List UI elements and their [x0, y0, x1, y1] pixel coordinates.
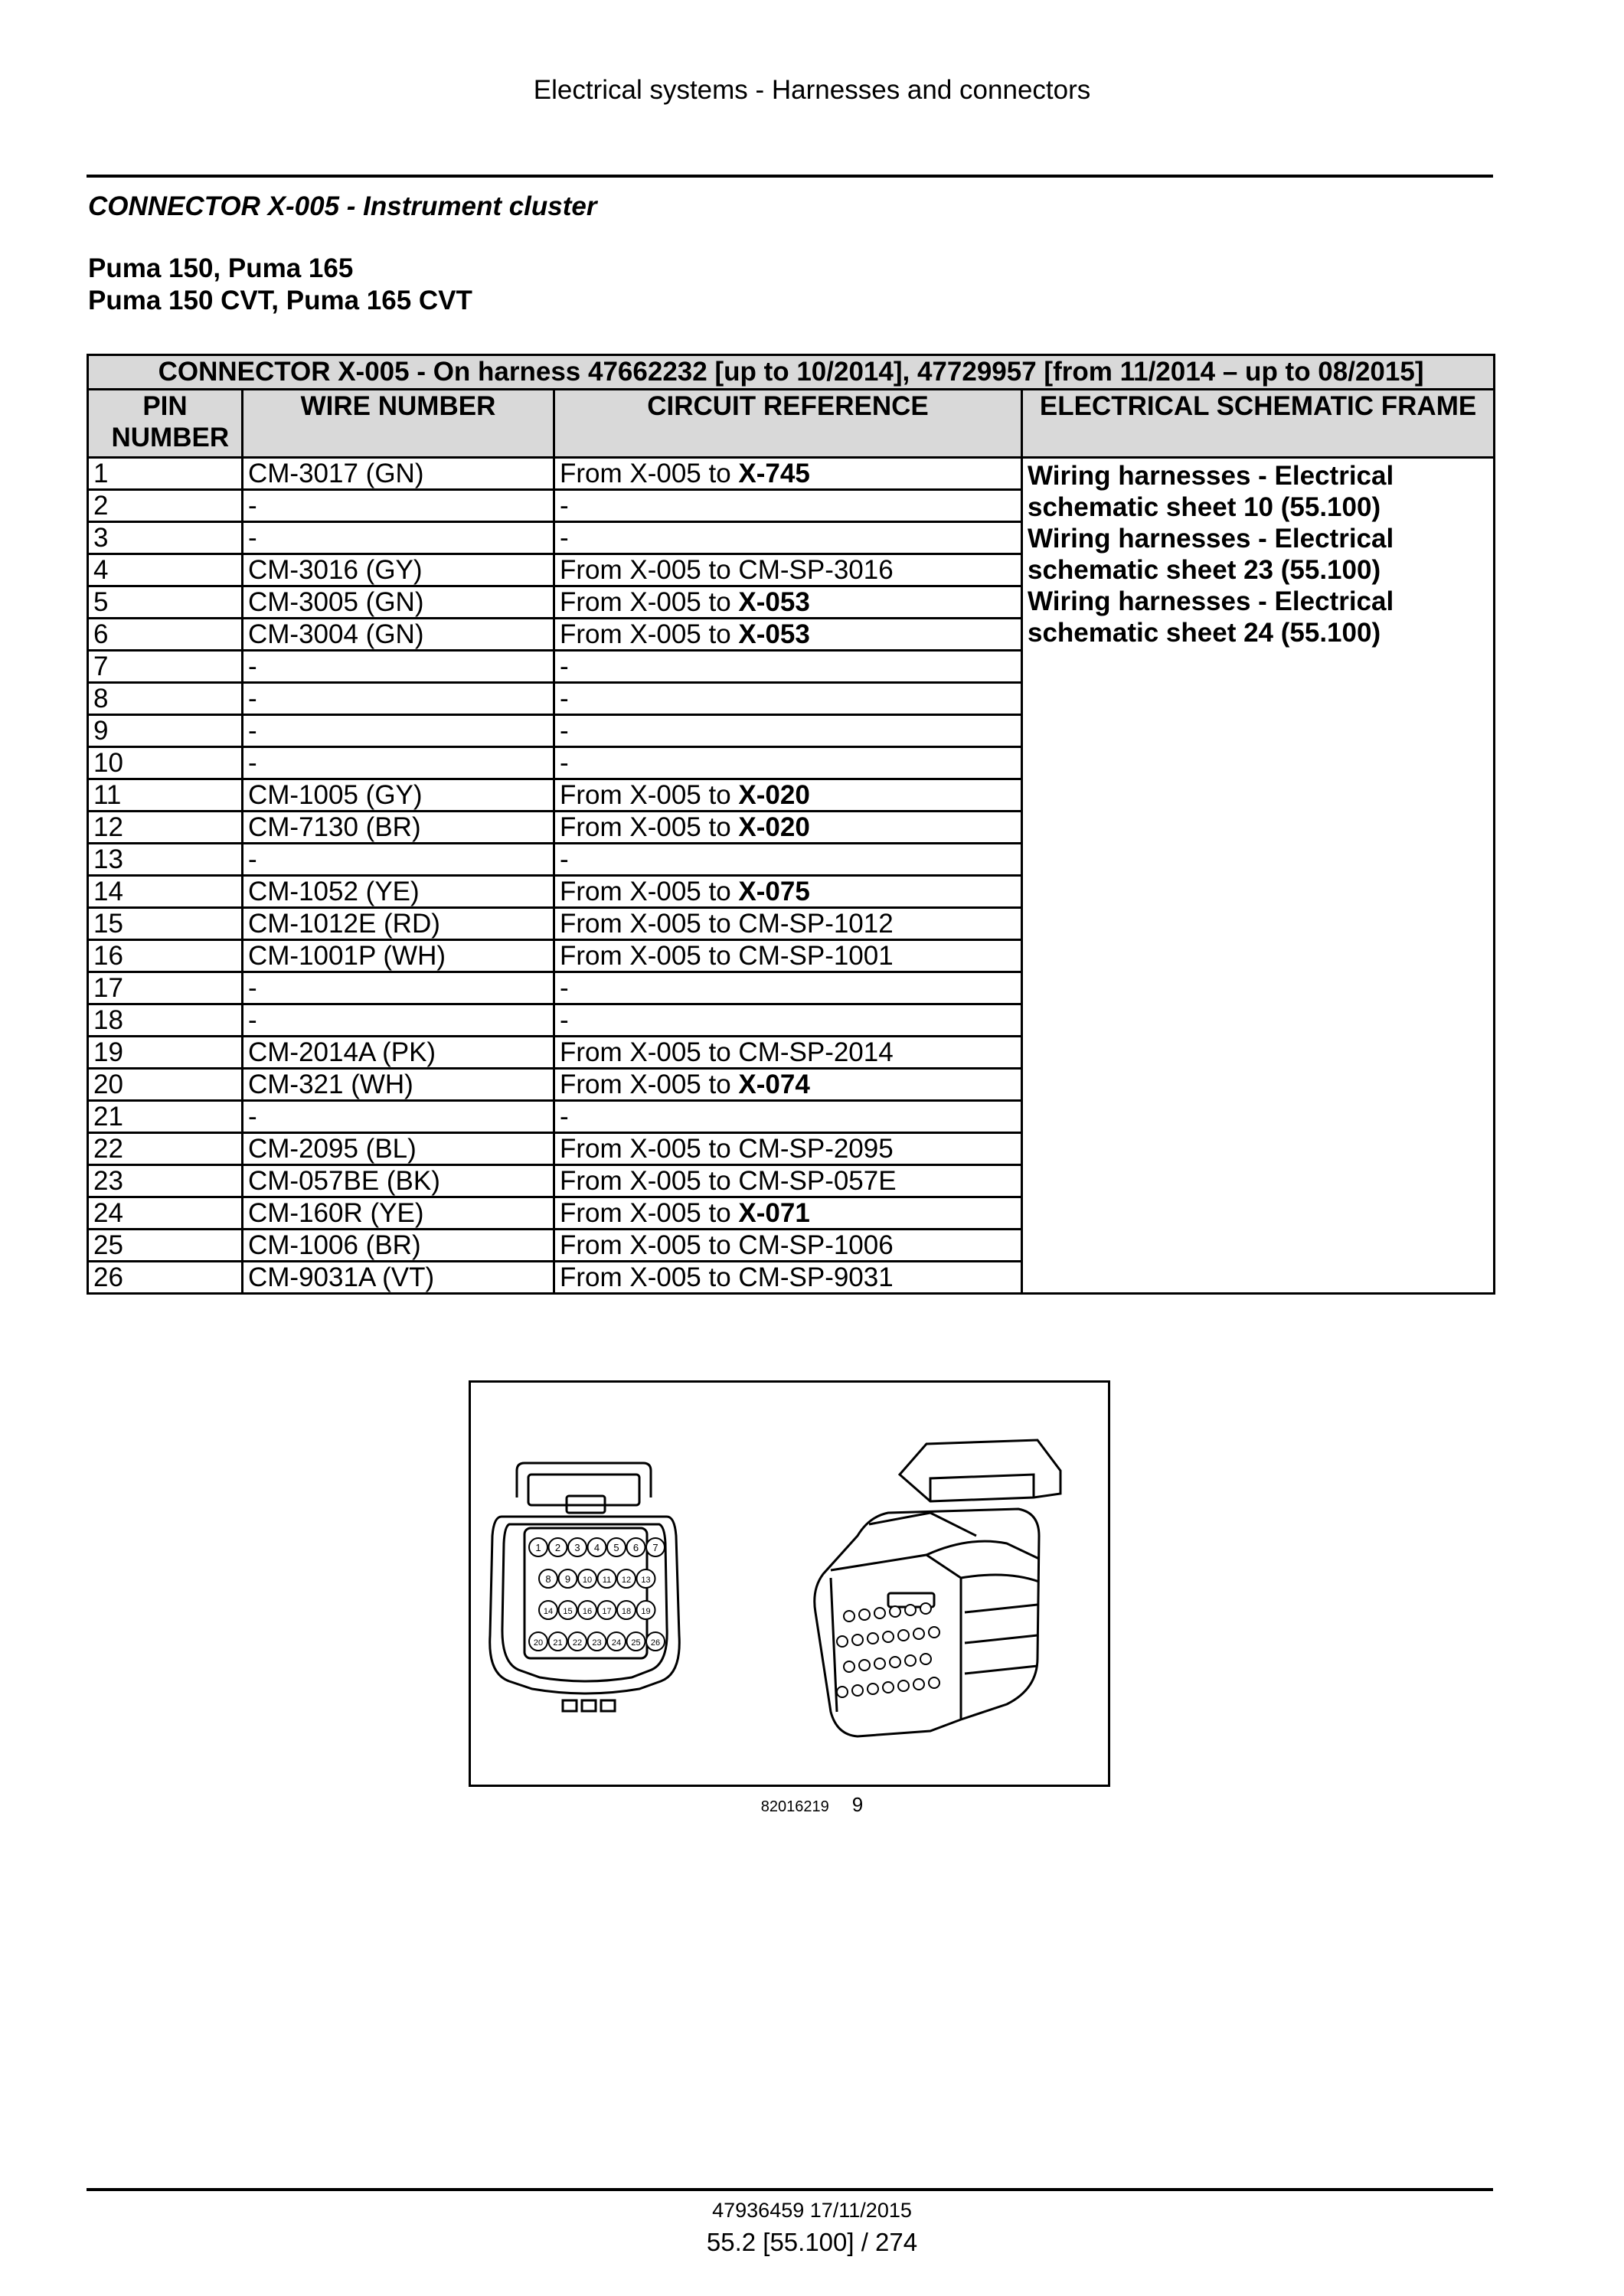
pin-label: 12: [621, 1576, 632, 1585]
pin-number-cell: 17: [88, 972, 243, 1004]
circuit-reference-cell: [554, 651, 1022, 683]
schematic-frame-line: schematic sheet 10 (55.100): [1028, 492, 1381, 522]
perspective-pin-hole: [883, 1682, 894, 1693]
model-list: [88, 253, 472, 317]
wire-number-cell: CM-3016 (GY): [243, 554, 554, 586]
pin-number-cell: 2: [88, 490, 243, 522]
perspective-pin-hole: [868, 1684, 878, 1694]
wire-number-cell: CM-2095 (BL): [243, 1133, 554, 1165]
connector-perspective: [815, 1440, 1060, 1736]
figure-caption: [0, 1793, 1624, 1817]
perspective-pin-hole: [913, 1679, 924, 1690]
perspective-pin-hole: [929, 1627, 939, 1638]
wire-number-cell: CM-7130 (BR): [243, 812, 554, 844]
pin-label: 5: [613, 1542, 619, 1553]
perspective-pin-hole: [920, 1654, 931, 1664]
pin-number-cell: 19: [88, 1037, 243, 1069]
circuit-reference-cell: [554, 586, 1022, 619]
circuit-text: From X-005 to: [560, 459, 739, 488]
circuit-text: From X-005 to: [560, 619, 739, 649]
perspective-pin-hole: [837, 1687, 848, 1697]
circuit-text: -: [560, 1005, 569, 1035]
wire-number-cell: CM-1052 (YE): [243, 876, 554, 908]
wire-number-cell: CM-3005 (GN): [243, 586, 554, 619]
pin-label: 13: [641, 1576, 651, 1585]
wire-number-cell: -: [243, 683, 554, 715]
perspective-pin-hole: [929, 1677, 939, 1688]
connector-reference: X-020: [738, 812, 810, 842]
wire-number-cell: CM-1012E (RD): [243, 908, 554, 940]
pin-number-cell: 10: [88, 747, 243, 779]
pin-label: 19: [641, 1607, 651, 1616]
circuit-text: -: [560, 652, 569, 681]
pin-number-cell: 24: [88, 1197, 243, 1230]
column-header-pin: PIN NUMBER: [88, 390, 243, 458]
circuit-text: -: [560, 844, 569, 874]
perspective-pin-hole: [920, 1603, 931, 1614]
perspective-pin-hole: [852, 1685, 863, 1696]
latch-inner: [528, 1475, 639, 1505]
circuit-text: -: [560, 748, 569, 778]
pin-number-cell: 5: [88, 586, 243, 619]
circuit-reference-cell: [554, 812, 1022, 844]
pin-label: 11: [602, 1576, 612, 1585]
page-header-title: Electrical systems - Harnesses and connectors: [533, 75, 1091, 105]
pin-label: 25: [631, 1638, 641, 1648]
connector-figure: [469, 1380, 1110, 1787]
pin-number-cell: 20: [88, 1069, 243, 1101]
perspective-pin-hole: [837, 1636, 848, 1647]
connector-reference: X-020: [738, 780, 810, 810]
connector-reference: X-075: [738, 877, 810, 906]
perspective-pin-hole: [852, 1635, 863, 1645]
circuit-reference-cell: [554, 1165, 1022, 1197]
pin-number-cell: 15: [88, 908, 243, 940]
connector-reference: X-745: [738, 459, 810, 488]
circuit-text: From X-005 to CM-SP-2014: [560, 1037, 894, 1067]
pin-label: 23: [592, 1638, 602, 1648]
figure-number: 9: [851, 1793, 864, 1816]
circuit-text: From X-005 to: [560, 1070, 739, 1099]
column-header-wire: WIRE NUMBER: [243, 390, 554, 458]
circuit-text: From X-005 to CM-SP-1001: [560, 941, 894, 971]
circuit-text: From X-005 to: [560, 812, 739, 842]
figure-image-id: 82016219: [760, 1798, 829, 1815]
schematic-frame-cell: [1022, 458, 1495, 1294]
circuit-text: From X-005 to CM-SP-3016: [560, 555, 894, 585]
wire-number-cell: CM-3004 (GN): [243, 619, 554, 651]
circuit-text: -: [560, 973, 569, 1003]
model-line: Puma 150 CVT, Puma 165 CVT: [88, 286, 472, 315]
perspective-pin-hole: [905, 1605, 916, 1615]
pin-number-cell: 4: [88, 554, 243, 586]
connector-illustration: [471, 1383, 1108, 1785]
wire-number-cell: CM-160R (YE): [243, 1197, 554, 1230]
wire-number-cell: -: [243, 490, 554, 522]
pin-label: 2: [554, 1542, 561, 1553]
wire-number-cell: -: [243, 651, 554, 683]
connector-reference: X-074: [738, 1070, 810, 1099]
circuit-reference-cell: [554, 1133, 1022, 1165]
wire-number-cell: -: [243, 844, 554, 876]
circuit-text: From X-005 to CM-SP-1006: [560, 1230, 894, 1260]
wire-number-cell: CM-321 (WH): [243, 1069, 554, 1101]
perspective-pin-hole: [874, 1658, 885, 1669]
schematic-frame-line: Wiring harnesses - Electrical: [1028, 524, 1394, 554]
circuit-text: From X-005 to CM-SP-057E: [560, 1166, 897, 1196]
circuit-reference-cell: [554, 1101, 1022, 1133]
circuit-reference-cell: [554, 683, 1022, 715]
pin-label: 16: [582, 1607, 593, 1616]
pin-label: 4: [593, 1542, 600, 1553]
perspective-pin-hole: [859, 1660, 870, 1671]
pin-number-cell: 26: [88, 1262, 243, 1294]
circuit-reference-cell: [554, 972, 1022, 1004]
schematic-frame-line: schematic sheet 24 (55.100): [1028, 618, 1381, 648]
perspective-pin-hole: [844, 1661, 854, 1672]
circuit-reference-cell: [554, 1069, 1022, 1101]
pin-number-cell: 13: [88, 844, 243, 876]
pin-label: 8: [545, 1573, 551, 1585]
circuit-text: From X-005 to: [560, 1198, 739, 1228]
circuit-reference-cell: [554, 458, 1022, 490]
table-title: CONNECTOR X-005 - On harness 47662232 [up to 10/2014], 47729957 [from 11/2014 – up to 08/2015]: [88, 355, 1495, 390]
wire-number-cell: CM-3017 (GN): [243, 458, 554, 490]
wire-number-cell: CM-1006 (BR): [243, 1230, 554, 1262]
model-line: Puma 150, Puma 165: [88, 253, 354, 283]
column-header-frame: ELECTRICAL SCHEMATIC FRAME: [1022, 390, 1495, 458]
pin-number-cell: 8: [88, 683, 243, 715]
wire-number-cell: -: [243, 715, 554, 747]
circuit-text: From X-005 to CM-SP-1012: [560, 909, 894, 939]
pin-label: 14: [543, 1607, 554, 1616]
pin-label: 10: [582, 1576, 593, 1585]
pin-number-cell: 1: [88, 458, 243, 490]
pin-number-cell: 16: [88, 940, 243, 972]
pin-label: 26: [650, 1638, 661, 1648]
circuit-text: From X-005 to CM-SP-9031: [560, 1262, 894, 1292]
pin-number-cell: 23: [88, 1165, 243, 1197]
connector-reference: X-053: [738, 619, 810, 649]
pin-number-cell: 12: [88, 812, 243, 844]
perspective-pin-hole: [913, 1628, 924, 1639]
pin-label: 20: [533, 1638, 544, 1648]
pin-label: 9: [564, 1573, 571, 1585]
document-id: 47936459 17/11/2015: [712, 2199, 912, 2222]
perspective-pin-hole: [898, 1630, 909, 1641]
circuit-reference-cell: [554, 554, 1022, 586]
column-header-circuit: CIRCUIT REFERENCE: [554, 390, 1022, 458]
pin-label: 3: [574, 1542, 580, 1553]
footer-divider: [87, 2188, 1493, 2191]
connector-reference: X-053: [738, 587, 810, 617]
circuit-text: -: [560, 684, 569, 714]
circuit-reference-cell: [554, 1037, 1022, 1069]
circuit-text: From X-005 to: [560, 877, 739, 906]
schematic-frame-line: Wiring harnesses - Electrical: [1028, 586, 1394, 616]
latch-outline: [517, 1463, 651, 1497]
pin-rows: [88, 458, 1495, 1294]
circuit-text: From X-005 to: [560, 587, 739, 617]
circuit-reference-cell: [554, 779, 1022, 812]
connector-pin-table: [87, 354, 1495, 1295]
circuit-text: -: [560, 523, 569, 553]
perspective-pin-hole: [890, 1657, 900, 1667]
wire-number-cell: CM-1001P (WH): [243, 940, 554, 972]
wire-number-cell: -: [243, 972, 554, 1004]
pin-label: 15: [563, 1607, 573, 1616]
perspective-pin-hole: [883, 1631, 894, 1642]
circuit-text: -: [560, 716, 569, 746]
wire-number-cell: -: [243, 1004, 554, 1037]
wire-number-cell: -: [243, 1101, 554, 1133]
pin-number-cell: 6: [88, 619, 243, 651]
circuit-reference-cell: [554, 715, 1022, 747]
pin-label: 21: [553, 1638, 563, 1648]
schematic-frame-line: Wiring harnesses - Electrical: [1028, 461, 1394, 491]
pin-number-cell: 14: [88, 876, 243, 908]
pin-label: 6: [632, 1542, 639, 1553]
pin-number-cell: 25: [88, 1230, 243, 1262]
perspective-pin-hole: [874, 1608, 885, 1618]
pin-grid: [529, 1538, 665, 1651]
pin-number-cell: 22: [88, 1133, 243, 1165]
section-title: CONNECTOR X-005 - Instrument cluster: [88, 191, 597, 221]
perspective-pin-hole: [859, 1609, 870, 1620]
wire-number-cell: CM-9031A (VT): [243, 1262, 554, 1294]
circuit-reference-cell: [554, 619, 1022, 651]
circuit-reference-cell: [554, 908, 1022, 940]
pin-label: 1: [535, 1542, 541, 1553]
perspective-pin-hole: [898, 1680, 909, 1691]
pin-number-cell: 11: [88, 779, 243, 812]
circuit-reference-cell: [554, 1262, 1022, 1294]
circuit-text: -: [560, 491, 569, 521]
table-row: [88, 458, 1495, 490]
perspective-pin-hole: [868, 1633, 878, 1644]
circuit-reference-cell: [554, 876, 1022, 908]
circuit-text: From X-005 to: [560, 780, 739, 810]
wire-number-cell: -: [243, 747, 554, 779]
perspective-pin-hole: [890, 1606, 900, 1617]
perspective-pin-grid: [837, 1603, 939, 1697]
pin-label: 18: [621, 1607, 632, 1616]
circuit-reference-cell: [554, 1230, 1022, 1262]
circuit-text: -: [560, 1102, 569, 1132]
circuit-reference-cell: [554, 747, 1022, 779]
circuit-reference-cell: [554, 1197, 1022, 1230]
pin-label: 22: [572, 1638, 583, 1648]
circuit-reference-cell: [554, 844, 1022, 876]
schematic-frame-line: schematic sheet 23 (55.100): [1028, 555, 1381, 585]
pin-number-cell: 18: [88, 1004, 243, 1037]
page-number: 55.2 [55.100] / 274: [706, 2228, 918, 2256]
perspective-pin-hole: [844, 1611, 854, 1622]
wire-number-cell: CM-1005 (GY): [243, 779, 554, 812]
wire-number-cell: CM-2014A (PK): [243, 1037, 554, 1069]
circuit-text: From X-005 to CM-SP-2095: [560, 1134, 894, 1164]
header-divider: [87, 175, 1493, 178]
pin-number-cell: 9: [88, 715, 243, 747]
perspective-pin-hole: [905, 1655, 916, 1666]
wire-number-cell: -: [243, 522, 554, 554]
connector-reference: X-071: [738, 1198, 810, 1228]
pin-label: 24: [611, 1638, 622, 1648]
circuit-reference-cell: [554, 522, 1022, 554]
pin-number-cell: 21: [88, 1101, 243, 1133]
wire-number-cell: CM-057BE (BK): [243, 1165, 554, 1197]
circuit-reference-cell: [554, 1004, 1022, 1037]
circuit-reference-cell: [554, 490, 1022, 522]
pin-number-cell: 3: [88, 522, 243, 554]
pin-number-cell: 7: [88, 651, 243, 683]
circuit-reference-cell: [554, 940, 1022, 972]
pin-label: 7: [652, 1542, 658, 1553]
pin-label: 17: [602, 1607, 612, 1616]
